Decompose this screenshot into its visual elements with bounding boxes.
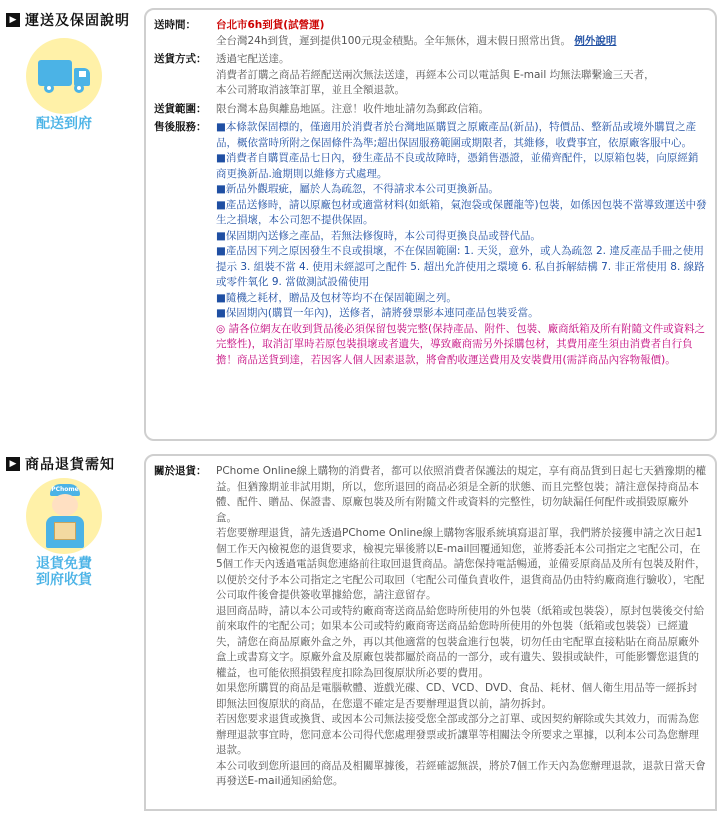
shipping-title: 運送及保固說明 xyxy=(25,13,130,29)
service-item: ■隨機之耗材，贈品及包材等均不在保固範圍之列。 xyxy=(216,291,457,304)
service-item: ■保固期內(購買一年內)，送修者，請將發票影本連同產品包裝妥當。 xyxy=(216,307,539,319)
arrow-right-icon: ▶ xyxy=(6,457,20,471)
row-label: 關於退貨： xyxy=(154,465,207,477)
return-paragraph: 退回商品時，請以本公司或特約廠商寄送商品給您時所使用的外包裝（紙箱或包裝袋），原封包裝後交付給前來取件的宅配公司；如果本公司或特約廠商寄送商品給您時所使用的外包裝（紙箱或包裝袋）已經遺失，請您在商品原廠外盒之外，再以其他適當的包裝盒進行包裝，切勿任由宅配單直接粘貼在商品原廠外盒上或書寫文字。原廠外盒及原廠包裝都屬於商品的一部分，或有遺失、毀損或缺件，可能影響您退貨的權益，也可能依照損毀程度扣除為回復原狀所必要的費用。 xyxy=(216,604,705,679)
method-line: 本公司將取消該筆訂單，並且全額退款。 xyxy=(216,84,405,96)
method-line: 消費者訂購之商品若經配送兩次無法送達，再經本公司以電話與 E-mail 均無法聯繫逾三天者， xyxy=(216,68,655,81)
method-line: 透過宅配送達。 xyxy=(216,53,290,65)
return-section xyxy=(0,448,720,813)
return-header xyxy=(6,454,115,474)
shipping-panel xyxy=(144,8,717,441)
return-paragraph: 本公司收到您所退回的商品及相關單據後，若經確認無誤，將於7個工作天內為您辦理退款，退款日當天會再發送E-mail通知函給您。 xyxy=(216,759,706,787)
return-paragraph: 若因您要求退貨或換貨、或因本公司無法接受您全部或部分之訂單、或因契約解除或失其效力，而需為您辦理退款事宜時，您同意本公司得代您處理發票或折讓單等相關法令所要求之單據，以利本公司為您辦理退款。 xyxy=(216,713,699,756)
fast-delivery-highlight: 台北市6h到貨(試營運) xyxy=(216,19,325,31)
free-return-badge xyxy=(22,478,106,588)
return-title: 商品退貨需知 xyxy=(25,457,115,473)
packaging-notice: ◎ 請各位網友在收到貨品後必須保留包裝完整(保持產品、附件、包裝、廠商紙箱及所有附隨文件或資料之完整性)，取消訂單時若原包裝損壞或者遺失，導致廠商需另外採購包材，其費用產生須由消費者自行負擔！商品送貨到達，若因客人個人因素退款，將會酌收運送費用及安裝費用(需詳商品內容物報價)。 xyxy=(216,322,706,366)
shipping-header xyxy=(6,10,130,30)
arrow-right-icon: ▶ xyxy=(6,13,20,27)
row-label: 送時間： xyxy=(154,19,196,31)
truck-icon xyxy=(26,38,102,114)
return-row xyxy=(154,464,707,790)
row-label: 送貨方式： xyxy=(154,53,207,65)
area-text: 限台灣本島與離島地區。注意！收件地址請勿為郵政信箱。 xyxy=(216,102,489,115)
return-paragraph: 若您要辦理退貨，請先透過PChome Online線上購物客服系統填寫退訂單，我們將於接獲申請之次日起1個工作天內檢視您的退貨要求，檢視完畢後將以E-mail回覆通知您，並將委託本公司指定之宅配公司，在5個工作天內透過電話與您連絡前往取回退貨商品。請您保持電話暢通，並備妥原商品及所有包裝及附件，以便於交付予本公司指定之宅配公司取回（宅配公司僅負責收件，退貨商品仍由特約廠商進行驗收），宅配公司取件後會提供簽收單據給您，請注意留存。 xyxy=(216,527,706,601)
shipping-method-row xyxy=(154,52,707,99)
return-paragraph: 如果您所購買的商品是電腦軟體、遊戲光碟、CD、VCD、DVD、食品、耗材、個人衛生用品等一經拆封即無法回復原狀的商品，在您還不確定是否要辦理退貨以前，請勿拆封。 xyxy=(216,682,698,710)
service-item: ■本條款保固標的，僅適用於消費者於台灣地區購買之原廠產品(新品)，特價品、整新品或境外購買之產品，概依當時所附之保固條件為準;超出保固服務範圍或期限者，其維修，收費事宜，依原廠客服中心。 xyxy=(216,121,697,149)
home-pickup-label: 到府收貨 xyxy=(36,572,92,588)
after-sales-row xyxy=(154,120,707,368)
courier-cap-label: PChome xyxy=(50,484,80,496)
service-item: ■產品因下列之原因發生不良或損壞，不在保固範圍: 1. 天災，意外，或人為疏忽 2. 違反產品手冊之使用提示 3. 組裝不當 4. 使用未經認可之配件 5. 超出允許使用之環境 6. 私自拆解結構 7. 非正常使用 8. 線路或零件氧化 9. 當做測試設備使用 xyxy=(216,245,705,288)
service-item: ■產品送修時，請以原廠包材或適當材料(如紙箱，氣泡袋或保麗龍等)包裝，如係因包裝不當導致運送中發生之損壞，本公司恕不提供保固。 xyxy=(216,198,707,226)
service-item: ■保固期內送修之產品，若無法修復時，本公司得更換良品或替代品。 xyxy=(216,229,541,242)
return-paragraph: PChome Online線上購物的消費者，都可以依照消費者保護法的規定，享有商品貨到日起七天猶豫期的權益。但猶豫期並非試用期，所以，您所退回的商品必須是全新的狀態、而且完整包裝；請注意保持商品本體、配件、贈品、保證書、原廠包裝及所有附隨文件或資料的完整性，切勿缺漏任何配件或損毀原廠外盒。 xyxy=(216,465,707,524)
row-label: 售後服務： xyxy=(154,121,207,133)
shipping-area-row xyxy=(154,102,707,118)
service-item: ■新品外觀瑕疵，屬於人為疏忽，不得請求本公司更換新品。 xyxy=(216,183,499,195)
delivery-badge xyxy=(22,38,106,132)
shipping-time-row xyxy=(154,18,707,49)
delivery-badge-label: 配送到府 xyxy=(36,116,92,132)
delivery-note: 全台灣24h到貨，遲到提供100元現金積點。全年無休，週末假日照常出貨。 xyxy=(216,34,572,47)
return-panel xyxy=(144,454,717,811)
free-return-label: 退貨免費 xyxy=(36,556,92,572)
row-label: 送貨範圍： xyxy=(154,102,207,115)
service-item: ■消費者自購買產品七日內，發生產品不良或故障時，憑銷售憑證，並備齊配件，以原箱包裝，向原經銷商更換新品.逾期則以維修方式處理。 xyxy=(216,152,699,180)
exception-link[interactable]: 例外說明 xyxy=(574,34,617,47)
courier-icon xyxy=(26,478,102,554)
